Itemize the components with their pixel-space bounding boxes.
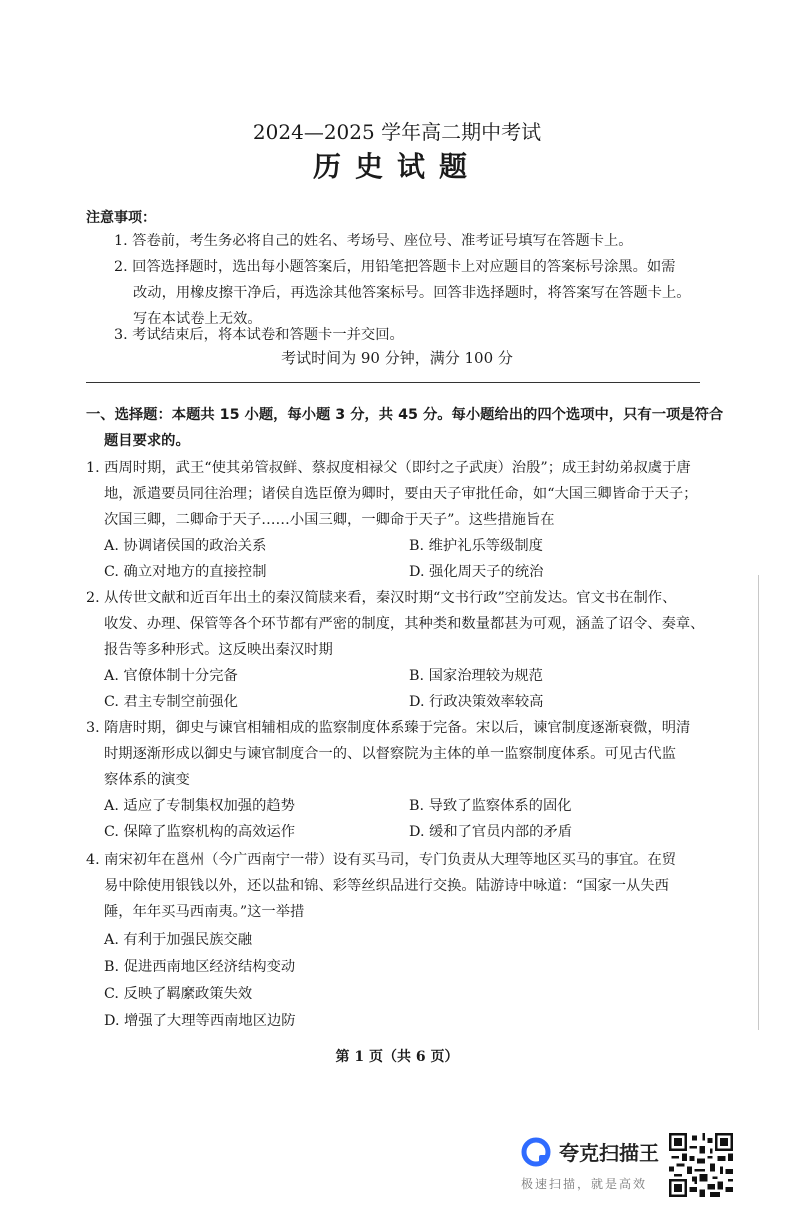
option-a: A. 官僚体制十分完备 <box>104 668 238 684</box>
option-c: C. 反映了羁縻政策失效 <box>104 986 253 1002</box>
option-b: B. 维护礼乐等级制度 <box>409 538 543 554</box>
option-d: D. 缓和了官员内部的矛盾 <box>409 824 573 840</box>
question-stem: 4. 南宋初年在邕州（今广西南宁一带）设有买马司，专门负责从大理等地区买马的事宜。在贸 <box>86 852 677 868</box>
divider <box>86 382 700 383</box>
option-c: C. 君主专制空前强化 <box>104 694 238 710</box>
option-a: A. 协调诸侯国的政治关系 <box>104 538 267 554</box>
option-a: A. 适应了专制集权加强的趋势 <box>104 798 295 814</box>
quark-logo-icon <box>521 1137 551 1167</box>
option-d: D. 强化周天子的统治 <box>409 564 544 580</box>
subject-title: 历史试题 <box>312 150 481 183</box>
section-heading: 一、选择题：本题共 15 小题，每小题 3 分，共 45 分。每小题给出的四个选项中，只有一项是符合 <box>86 407 724 423</box>
question-stem: 次国三卿，二卿命于天子……小国三卿，一卿命于天子”。这些措施旨在 <box>104 512 555 528</box>
page-number: 第 1 页（共 6 页） <box>335 1049 459 1065</box>
note-line: 3. 考试结束后，将本试卷和答题卡一并交回。 <box>114 327 404 343</box>
question-stem: 2. 从传世文献和近百年出土的秦汉简牍来看，秦汉时期“文书行政”空前发达。官文书在制作、 <box>86 590 677 606</box>
question-stem: 时期逐渐形成以御史与谏官制度合一的、以督察院为主体的单一监察制度体系。可见古代监 <box>104 746 676 762</box>
section-heading-cont: 题目要求的。 <box>104 433 190 449</box>
note-line: 写在本试卷上无效。 <box>133 311 262 327</box>
option-b: B. 国家治理较为规范 <box>409 668 543 684</box>
question-stem: 收发、办理、保管等各个环节都有严密的制度，其种类和数量都甚为可观，涵盖了诏令、奏章、 <box>104 616 705 632</box>
note-line: 1. 答卷前，考生务必将自己的姓名、考场号、座位号、准考证号填写在答题卡上。 <box>114 233 633 249</box>
option-c: C. 确立对地方的直接控制 <box>104 564 267 580</box>
option-d: D. 行政决策效率较高 <box>409 694 544 710</box>
exam-title: 2024—2025 学年高二期中考试 <box>252 120 542 144</box>
watermark-app-name: 夸克扫描王 <box>559 1141 659 1165</box>
option-d: D. 增强了大理等西南地区边防 <box>104 1013 296 1029</box>
note-line: 2. 回答选择题时，选出每小题答案后，用铅笔把答题卡上对应题目的答案标号涂黑。如需 <box>114 259 676 275</box>
scan-edge-line <box>758 575 759 1030</box>
watermark-tagline: 极速扫描，就是高效 <box>521 1177 648 1191</box>
question-stem: 易中除使用银钱以外，还以盐和锦、彩等丝织品进行交换。陆游诗中咏道：“国家一从失西 <box>104 878 669 894</box>
question-stem: 3. 隋唐时期，御史与谏官相辅相成的监察制度体系臻于完备。宋以后，谏官制度逐渐衰微，明清 <box>86 720 691 736</box>
question-stem: 报告等多种形式。这反映出秦汉时期 <box>104 642 333 658</box>
question-stem: 地，派遣要员同往治理；诸侯自选臣僚为卿时，要由天子审批任命，如“大国三卿皆命于天子； <box>104 486 698 502</box>
question-stem: 察体系的演变 <box>104 772 190 788</box>
option-c: C. 保障了监察机构的高效运作 <box>104 824 296 840</box>
question-stem: 1. 西周时期，武王“使其弟管叔鲜、蔡叔度相禄父（即纣之子武庚）治殷”；成王封幼弟叔虞于唐 <box>86 460 691 476</box>
qr-code-icon <box>669 1133 733 1197</box>
exam-time-info: 考试时间为 90 分钟，满分 100 分 <box>281 349 513 367</box>
note-line: 改动，用橡皮擦干净后，再选涂其他答案标号。回答非选择题时，将答案写在答题卡上。 <box>133 285 691 301</box>
option-a: A. 有利于加强民族交融 <box>104 932 253 948</box>
notes-heading: 注意事项： <box>86 210 156 226</box>
option-b: B. 导致了监察体系的固化 <box>409 798 572 814</box>
option-b: B. 促进西南地区经济结构变动 <box>104 959 296 975</box>
question-stem: 陲，年年买马西南夷。”这一举措 <box>104 904 305 920</box>
